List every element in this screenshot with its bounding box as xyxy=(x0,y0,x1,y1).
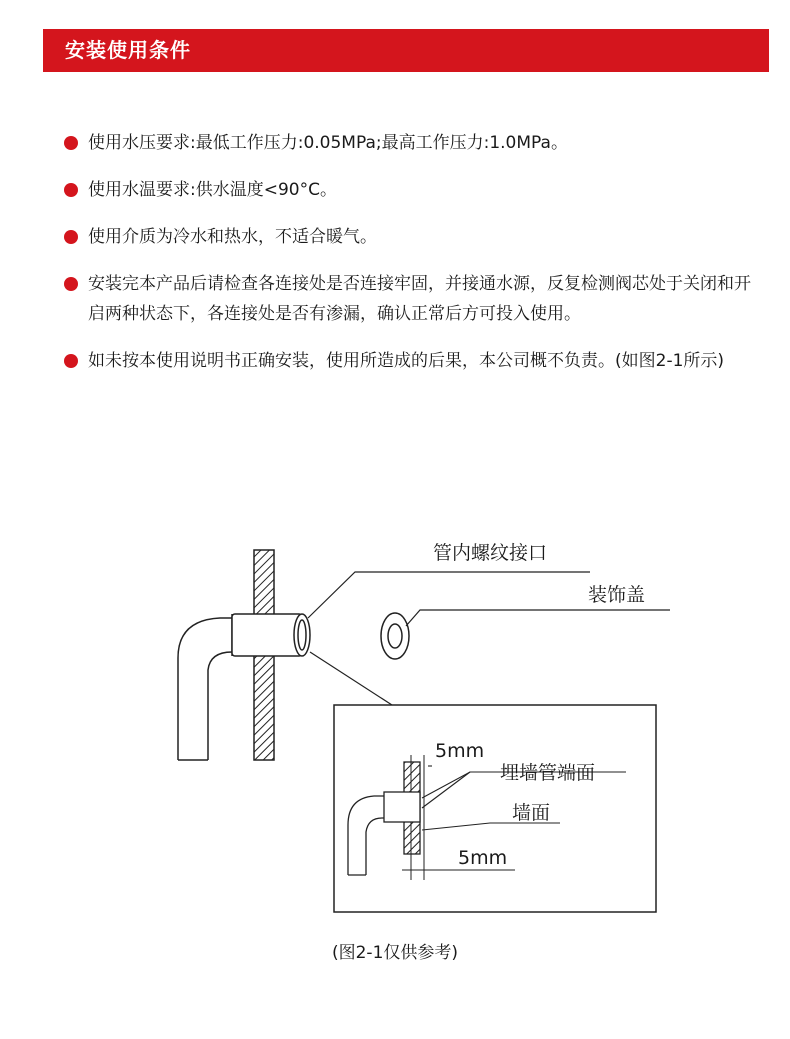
label-thread-interface: 管内螺纹接口 xyxy=(433,542,548,564)
label-gap-top: 5mm xyxy=(435,740,485,762)
bullet-dot-icon xyxy=(64,230,78,244)
list-item xyxy=(64,128,764,158)
requirements-list xyxy=(64,128,764,393)
leader-detail xyxy=(310,652,392,705)
elbow-pipe xyxy=(178,614,236,760)
thread-connector xyxy=(232,614,310,656)
leader-cover xyxy=(406,610,670,626)
label-wall-face: 墙面 xyxy=(512,802,551,824)
leader-thread xyxy=(308,572,590,618)
list-item-text: 使用介质为冷水和热水，不适合暖气。 xyxy=(88,227,377,247)
decorative-cover xyxy=(381,613,409,659)
detail-box xyxy=(334,705,656,912)
section-title: 安装使用条件 xyxy=(65,38,191,62)
list-item-text: 使用水压要求:最低工作压力:0.05MPa;最高工作压力:1.0MPa。 xyxy=(88,133,568,153)
list-item xyxy=(64,346,764,376)
label-gap-bottom: 5mm xyxy=(458,847,508,869)
section-header xyxy=(43,29,769,72)
figure-caption: (图2-1仅供参考) xyxy=(331,943,459,963)
bullet-dot-icon xyxy=(64,277,78,291)
list-item xyxy=(64,175,764,205)
label-pipe-face: 埋墙管端面 xyxy=(500,762,596,784)
bullet-dot-icon xyxy=(64,136,78,150)
installation-diagram xyxy=(170,530,690,920)
list-item-text: 如未按本使用说明书正确安装，使用所造成的后果，本公司概不负责。(如图2-1所示) xyxy=(88,351,725,371)
list-item-text: 使用水温要求:供水温度<90°C。 xyxy=(88,180,337,200)
bullet-dot-icon xyxy=(64,183,78,197)
list-item xyxy=(64,222,764,252)
list-item-text: 安装完本产品后请检查各连接处是否连接牢固，并接通水源，反复检测阀芯处于关闭和开启两种状态下，各连接处是否有渗漏，确认正常后方可投入使用。 xyxy=(88,274,751,324)
bullet-dot-icon xyxy=(64,354,78,368)
list-item xyxy=(64,269,764,329)
label-decorative-cover: 装饰盖 xyxy=(588,584,646,606)
leader-pipe-face-2 xyxy=(422,772,470,808)
